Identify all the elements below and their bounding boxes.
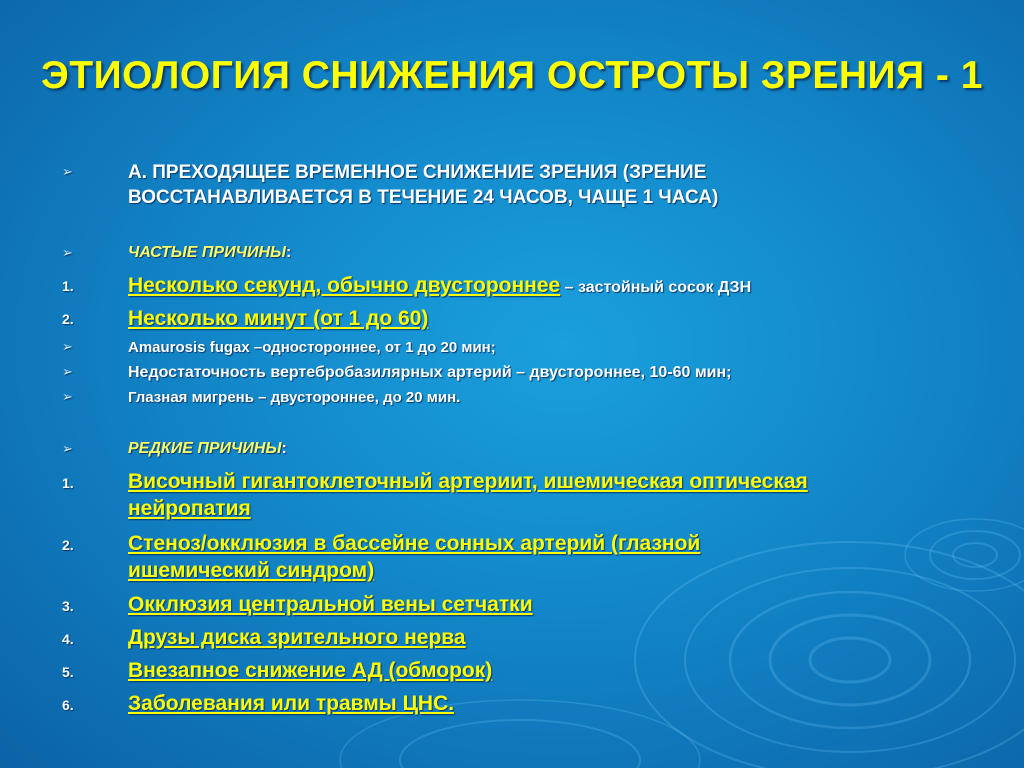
sub-bullet-text: Amaurosis fugax –одностороннее, от 1 до 20 мин; xyxy=(128,339,496,356)
item-text-line-2: ишемический синдром) xyxy=(128,559,375,582)
intro-line-1: А. ПРЕХОДЯЩЕЕ ВРЕМЕННОЕ СНИЖЕНИЕ ЗРЕНИЯ (ЗРЕНИЕ xyxy=(128,162,707,183)
item-text-line-1: Височный гигантоклеточный артериит, ишемическая оптическая xyxy=(128,470,808,493)
item-number: 4. xyxy=(62,631,74,647)
item-number: 6. xyxy=(62,697,74,713)
arrow-bullet-icon: ➢ xyxy=(62,339,73,354)
frequent-causes-heading: ЧАСТЫЕ ПРИЧИНЫ: xyxy=(128,244,292,261)
item-text: Несколько секунд, обычно двустороннее xyxy=(128,274,561,297)
item-text: Окклюзия центральной вены сетчатки xyxy=(128,593,533,616)
item-number: 1. xyxy=(62,475,74,491)
arrow-bullet-icon: ➢ xyxy=(62,389,73,404)
item-text-line-1: Стеноз/окклюзия в бассейне сонных артерий (глазной xyxy=(128,532,701,555)
item-text: Внезапное снижение АД (обморок) xyxy=(128,659,493,682)
item-number: 3. xyxy=(62,598,74,614)
item-text: Заболевания или травмы ЦНС. xyxy=(128,692,455,715)
arrow-bullet-icon: ➢ xyxy=(62,164,73,179)
slide-title: ЭТИОЛОГИЯ СНИЖЕНИЯ ОСТРОТЫ ЗРЕНИЯ - 1 xyxy=(41,54,983,97)
rare-causes-heading: РЕДКИЕ ПРИЧИНЫ: xyxy=(128,440,287,457)
arrow-bullet-icon: ➢ xyxy=(62,441,73,456)
item-note: – застойный сосок ДЗН xyxy=(560,279,752,296)
item-text: Друзы диска зрительного нерва xyxy=(128,626,466,649)
sub-bullet-text: Глазная мигрень – двустороннее, до 20 мин. xyxy=(128,389,461,406)
item-text-line-2: нейропатия xyxy=(128,497,251,520)
arrow-bullet-icon: ➢ xyxy=(62,364,73,379)
item-text: Несколько минут (от 1 до 60) xyxy=(128,307,429,330)
item-number: 2. xyxy=(62,311,74,327)
item-number: 1. xyxy=(62,278,74,294)
arrow-bullet-icon: ➢ xyxy=(62,245,73,260)
sub-bullet-text: Недостаточность вертебробазилярных артерий – двустороннее, 10-60 мин; xyxy=(128,364,732,381)
item-number: 2. xyxy=(62,537,74,553)
intro-line-2: ВОССТАНАВЛИВАЕТСЯ В ТЕЧЕНИЕ 24 ЧАСОВ, ЧАЩЕ 1 ЧАСА) xyxy=(128,187,719,208)
item-number: 5. xyxy=(62,664,74,680)
